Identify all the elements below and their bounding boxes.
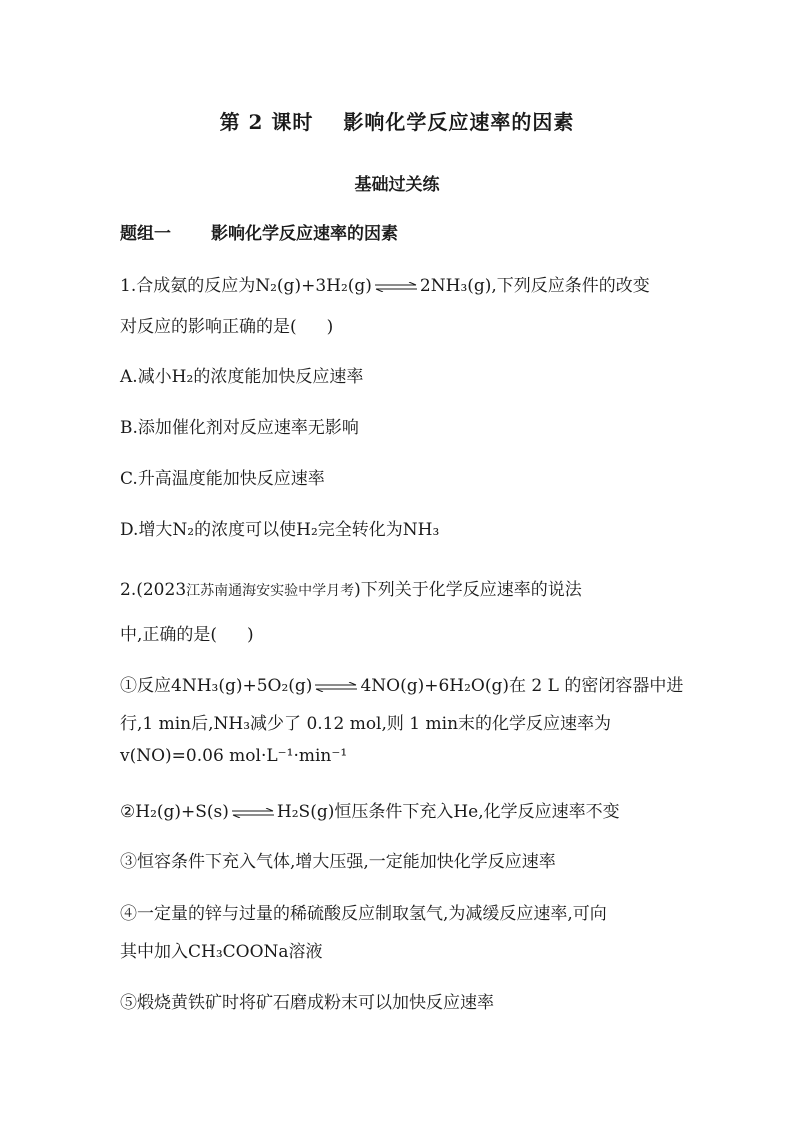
q2-item-1-line1	[120, 671, 683, 696]
option-text: 升高温度能加快反应速率	[137, 469, 325, 489]
q2-source-open: (2023	[136, 580, 187, 600]
q2-stem-line2	[120, 620, 254, 645]
page-title	[0, 106, 794, 135]
q1-intro: 合成氨的反应为	[136, 276, 256, 296]
q2-item-1-line3: v(NO)=0.06 mol·L⁻¹·min⁻¹	[120, 746, 348, 766]
item-reaction-left: H₂(g)+S(s)	[135, 802, 229, 822]
option-text: 增大N₂的浓度可以使H₂完全转化为NH₃	[138, 520, 440, 540]
subtitle: 基础过关练	[354, 175, 440, 195]
q2-stem-part2: 中,正确的是(	[120, 625, 218, 645]
item-reaction-right: H₂S(g)	[276, 802, 335, 822]
option-text: 添加催化剂对反应速率无影响	[137, 418, 359, 438]
q2-stem-part1: 下列关于化学反应速率的说法	[360, 580, 582, 600]
q1-option-a	[120, 362, 363, 387]
item-marker: ②	[120, 802, 136, 822]
q2-close: )	[247, 625, 254, 645]
item-text: 恒压条件下充入He,化学反应速率不变	[334, 802, 620, 822]
q2-source-close: )	[354, 580, 361, 600]
section-group: 题组一	[120, 224, 171, 244]
item-text: 在 2 L 的密闭容器中进	[509, 676, 684, 696]
option-label: C.	[120, 469, 138, 489]
q2-number: 2.	[120, 580, 137, 600]
q2-item-1-line2: 行,1 min后,NH₃减少了 0.12 mol,则 1 min末的化学反应速率为	[120, 714, 612, 734]
item-reaction-right: 4NO(g)+6H₂O(g)	[360, 676, 509, 696]
option-label: D.	[120, 520, 139, 540]
q2-item-3: ③恒容条件下充入气体,增大压强,一定能加快化学反应速率	[120, 852, 556, 872]
q1-option-b	[120, 413, 359, 438]
option-label: B.	[120, 418, 138, 438]
option-text: 减小H₂的浓度能加快反应速率	[137, 367, 364, 387]
item-marker: ①	[120, 676, 137, 696]
q2-source: 江苏南通海安实验中学月考	[186, 583, 355, 599]
option-label: A.	[120, 367, 138, 387]
q1-stem-line1	[120, 271, 650, 296]
q1-rest: ,下列反应条件的改变	[491, 276, 650, 296]
q1-stem-line2	[120, 312, 333, 337]
q1-number: 1.	[120, 276, 137, 296]
item-text: 反应	[137, 676, 171, 696]
q2-item-2	[120, 797, 620, 822]
q2-item-4-line2: 其中加入CH₃COONa溶液	[120, 942, 323, 962]
q1-option-d	[120, 515, 439, 540]
section-topic: 影响化学反应速率的因素	[211, 224, 398, 244]
q1-close: )	[326, 317, 334, 337]
item-reaction-left: 4NH₃(g)+5O₂(g)	[171, 676, 313, 696]
q1-reaction-right: 2NH₃(g)	[419, 276, 492, 296]
section-heading	[120, 219, 398, 244]
q2-item-5: ⑤煅烧黄铁矿时将矿石磨成粉末可以加快反应速率	[120, 993, 494, 1013]
equilibrium-arrow-icon	[314, 682, 358, 692]
equilibrium-arrow-icon	[374, 282, 418, 292]
q1-line2: 对反应的影响正确的是(	[120, 317, 297, 337]
q2-stem-line1	[120, 575, 582, 600]
q2-item-4-line1: ④一定量的锌与过量的稀硫酸反应制取氢气,为减缓反应速率,可向	[120, 904, 607, 924]
q1-option-c	[120, 464, 325, 489]
lesson-number: 第 2 课时	[219, 110, 314, 134]
q1-reaction-left: N₂(g)+3H₂(g)	[255, 276, 372, 296]
equilibrium-arrow-icon	[231, 808, 275, 818]
lesson-topic: 影响化学反应速率的因素	[343, 110, 575, 134]
